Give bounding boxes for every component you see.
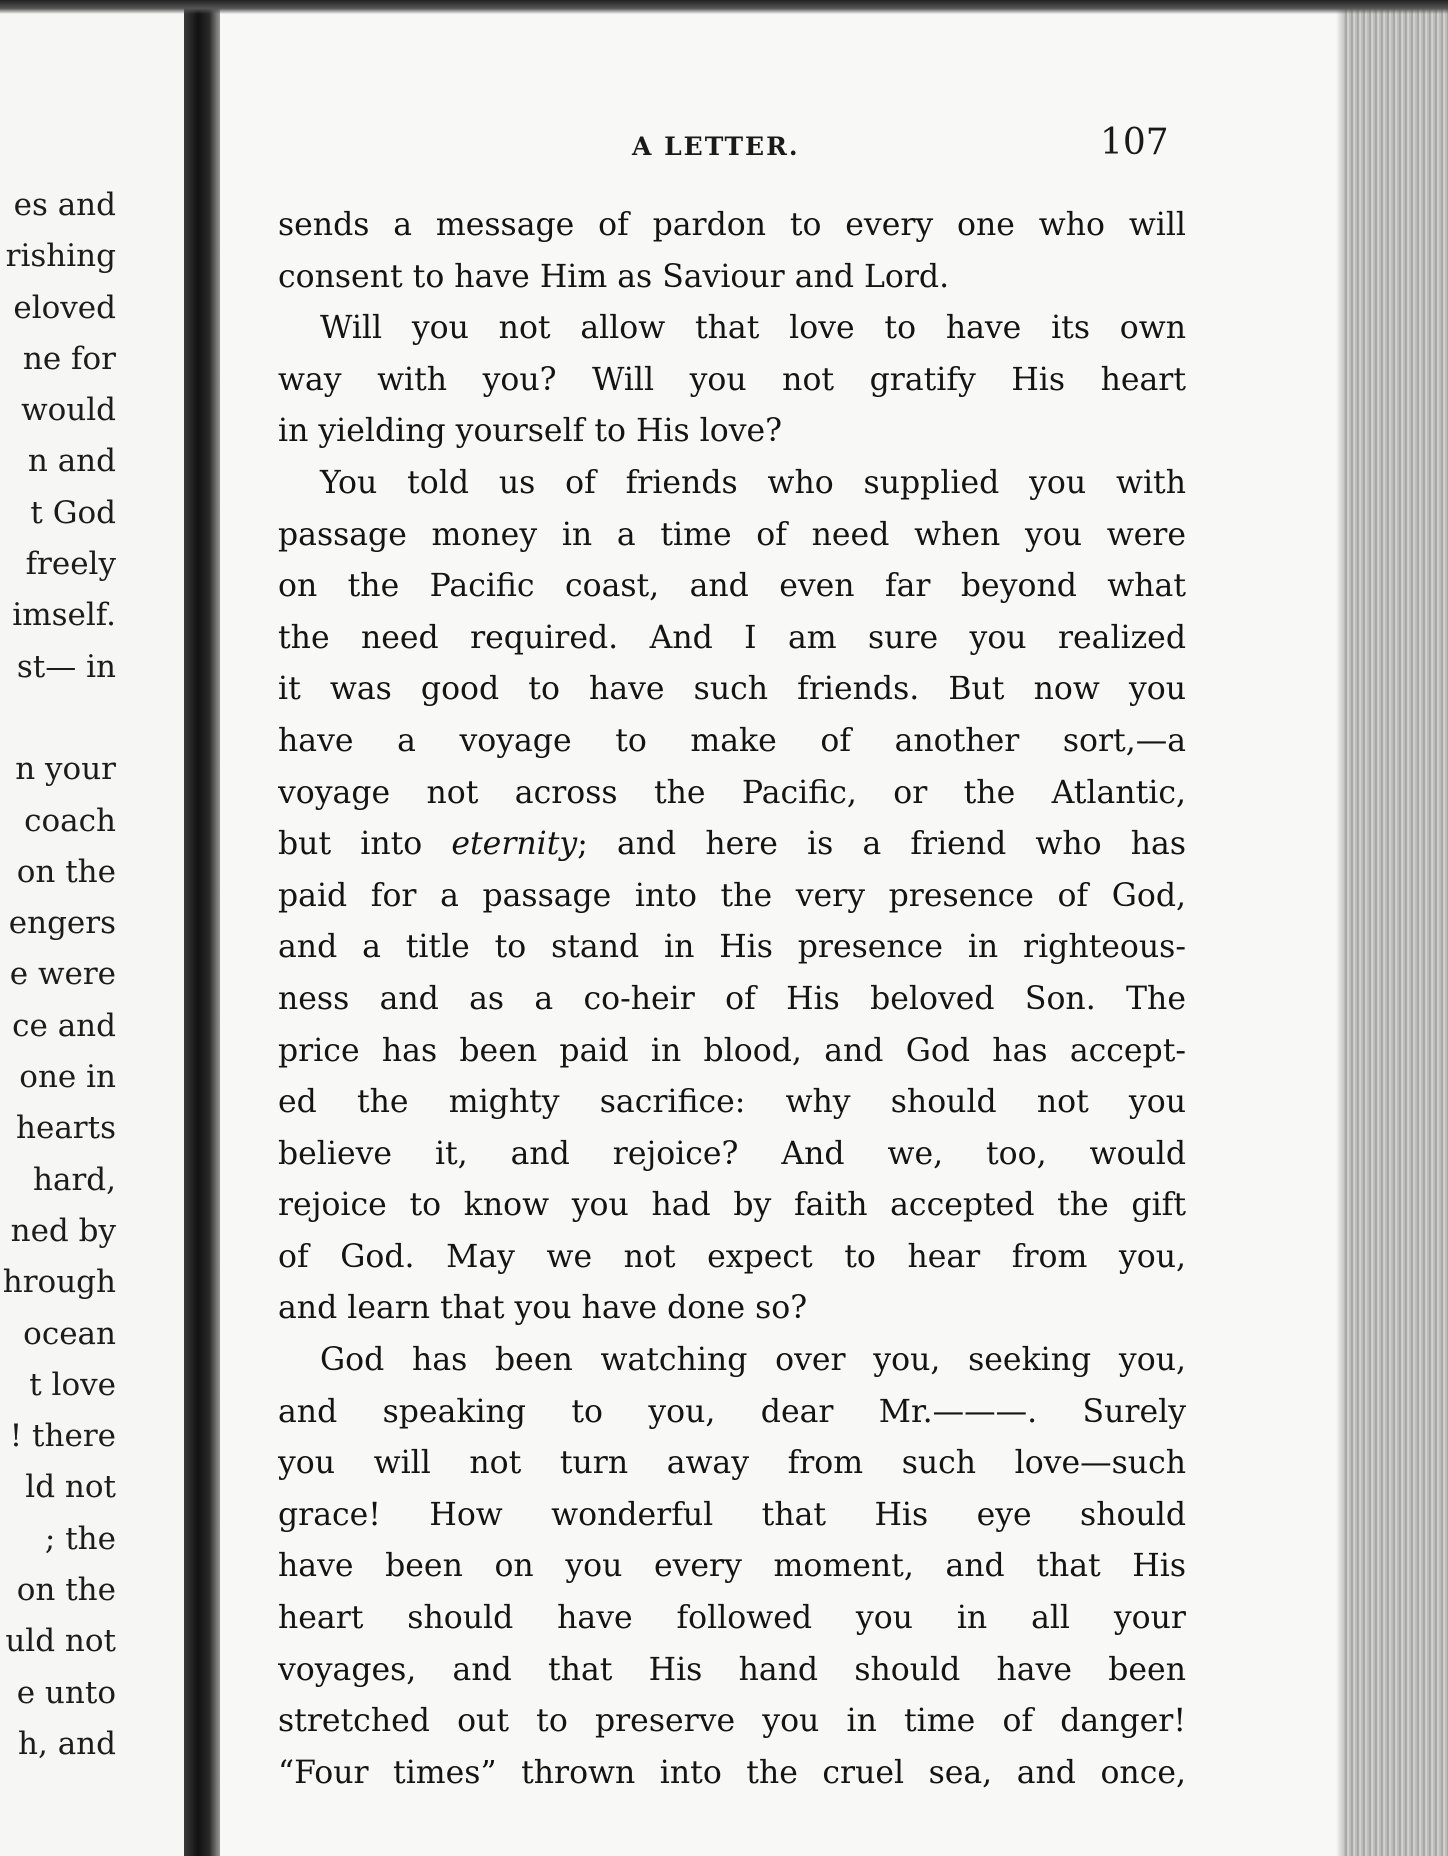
left-page-line: rishing [5,238,116,275]
left-page-line: ocean [23,1315,116,1352]
right-page [220,14,1344,1856]
text-line: have a voyage to make of another sort,—a [278,722,1186,759]
text-line: but into eternity; and here is a friend who has [278,826,1186,863]
text-line: believe it, and rejoice? And we, too, would [278,1135,1186,1172]
text-line: passage money in a time of need when you were [278,516,1186,553]
running-head [220,122,1344,172]
text-line: it was good to have such friends. But now you [278,671,1186,708]
text-line: consent to have Him as Saviour and Lord. [278,258,950,295]
left-page-line [0,693,116,744]
left-page-line: e unto [16,1674,116,1711]
page-edges [1344,0,1448,1856]
left-page-line: coach [24,802,116,839]
body-text [278,200,1186,1799]
emphasis: eternity [451,826,578,863]
text-line: and speaking to you, dear Mr.———. Surely [278,1393,1186,1430]
left-page-line: eloved [13,289,116,326]
left-page-line: n and [27,443,116,480]
left-page-line: engers [8,905,116,942]
page-number: 107 [1100,122,1169,163]
left-page-line: st— in [16,648,116,685]
left-page-line: ld not [25,1469,116,1506]
text-line: and a title to stand in His presence in righteous- [278,929,1186,966]
text-line: in yielding yourself to His love? [278,413,783,450]
text-line: “Four times” thrown into the cruel sea, and once, [278,1754,1186,1791]
book-gutter [184,0,220,1856]
left-page-line: ! there [9,1418,116,1455]
text-line: of God. May we not expect to hear from you, [278,1238,1186,1275]
left-page-line: ned by [10,1212,116,1249]
left-page-line: ce and [12,1007,116,1044]
text-line: You told us of friends who supplied you with [320,464,1186,501]
left-page-line: would [21,392,116,429]
text-line: you will not turn away from such love—such [278,1445,1186,1482]
left-page-line: one in [19,1059,116,1096]
left-page-line: n your [15,751,116,788]
left-page-line: ; the [44,1520,116,1557]
left-page-line: ne for [22,340,116,377]
left-page [0,0,184,1856]
text-line: have been on you every moment, and that His [278,1548,1186,1585]
top-edge [0,0,1448,14]
text-line: rejoice to know you had by faith accepted the gift [278,1187,1186,1224]
text-line: voyage not across the Pacific, or the Atlantic, [278,774,1186,811]
text-line: grace! How wonderful that His eye should [278,1496,1186,1533]
text-line: God has been watching over you, seeking you, [320,1342,1186,1379]
text-line: on the Pacific coast, and even far beyond what [278,568,1186,605]
text-line: voyages, and that His hand should have been [278,1651,1186,1688]
left-page-line: t love [29,1366,116,1403]
left-page-line: imself. [12,597,116,634]
text-line: ed the mighty sacrifice: why should not you [278,1084,1186,1121]
text-line: ness and as a co-heir of His beloved Son. The [278,980,1186,1017]
left-page-line: on the [16,853,116,890]
text-line: stretched out to preserve you in time of danger! [278,1703,1186,1740]
left-page-line: es and [13,187,116,223]
text-line: sends a message of pardon to every one who will [278,207,1186,243]
text-line: heart should have followed you in all your [278,1600,1186,1637]
text-line: Will you not allow that love to have its own [320,310,1186,347]
left-page-line: e were [9,956,116,993]
text-line: way with you? Will you not gratify His heart [278,361,1186,398]
text-line: paid for a passage into the very presence of God, [278,877,1186,914]
left-page-line: hearts [16,1110,116,1147]
left-page-line: hard, [33,1161,116,1198]
text-line: and learn that you have done so? [278,1290,808,1327]
left-page-text [0,180,116,1770]
left-page-line: uld not [5,1623,116,1660]
left-page-line: t God [30,494,116,531]
left-page-line: hrough [2,1264,116,1301]
left-page-line: h, and [18,1725,116,1762]
left-page-line: on the [16,1572,116,1609]
running-title: A LETTER. [632,132,800,161]
text-line: the need required. And I am sure you realized [278,619,1186,656]
left-page-line: freely [25,546,116,583]
text-line: price has been paid in blood, and God has accept- [278,1032,1186,1069]
